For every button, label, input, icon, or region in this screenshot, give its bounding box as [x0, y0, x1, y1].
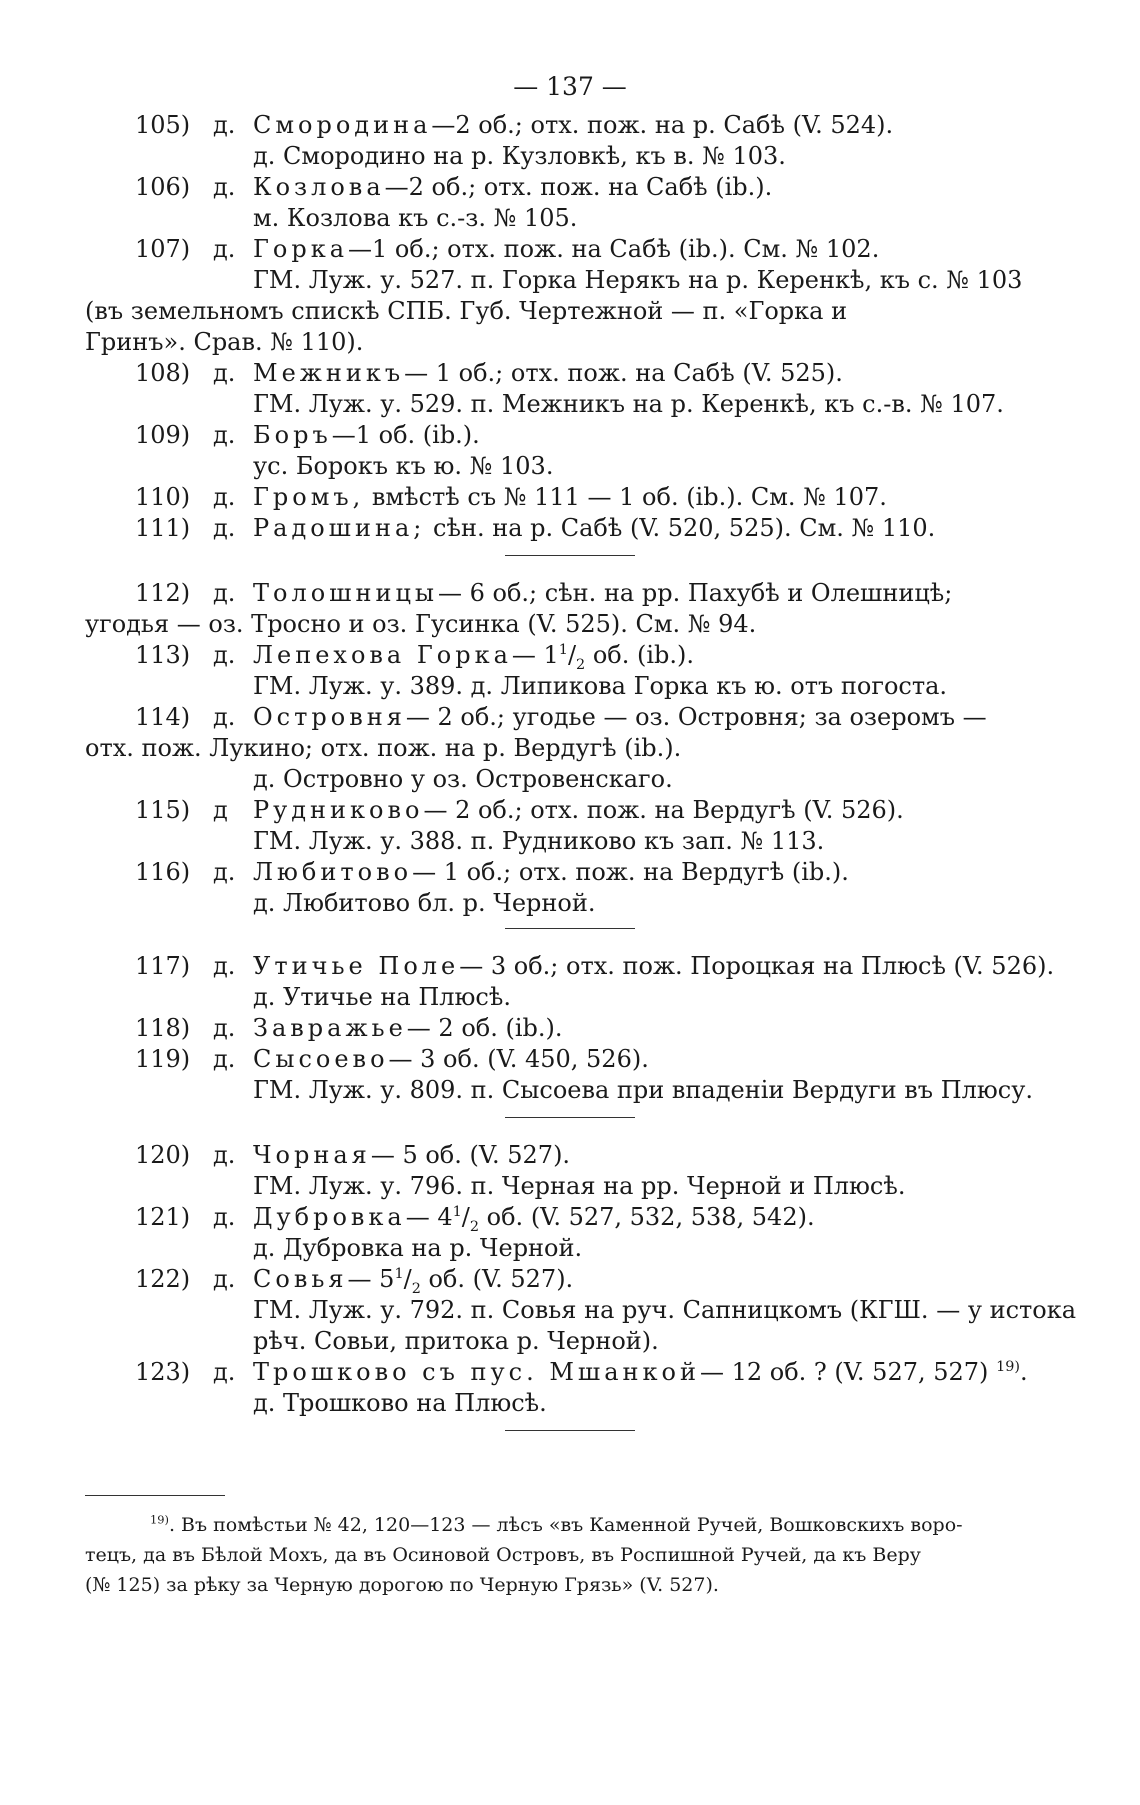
entry-type: д. [213, 1014, 236, 1042]
village-name: Радошина; [253, 514, 426, 542]
entry-number: 122) [135, 1265, 191, 1293]
entry-number: 117) [135, 952, 191, 980]
entry-text: — 2 об.; угодье — оз. Островня; за озеромъ — [405, 703, 987, 731]
entry-note: ГМ. Луж. у. 527. п. Горка Нерякъ на р. Керенкѣ, къ с. № 103 [253, 266, 1023, 294]
entry-type: д. [213, 235, 236, 263]
entry-text: — 3 об.; отх. пож. Пороцкая на Плюсѣ (V. 526). [459, 952, 1055, 980]
entry-note: ГМ. Луж. у. 796. п. Черная на рр. Черной и Плюсѣ. [253, 1172, 906, 1200]
entry-number: 116) [135, 858, 191, 886]
fraction-denominator: 2 [576, 656, 586, 673]
entry-number: 115) [135, 796, 191, 824]
entry-text: — 12 об. ? (V. 527, 527) [699, 1358, 989, 1386]
entry-text: об. (V. 527, 532, 538, 542). [479, 1203, 815, 1231]
village-name: Горка [253, 235, 349, 263]
entry-note: д. Дубровка на р. Черной. [253, 1234, 583, 1262]
entry-note: д. Островно у оз. Островенскаго. [253, 765, 673, 793]
section-divider [505, 1117, 635, 1118]
entry-type: д. [213, 359, 236, 387]
section-divider [505, 555, 635, 556]
entry-note: ГМ. Луж. у. 792. п. Совья на руч. Сапницкомъ (КГШ. — у истока [253, 1296, 1077, 1324]
entry-type: д. [213, 173, 236, 201]
entry-note: д. Утичье на Плюсѣ. [253, 983, 511, 1011]
section-divider [505, 1430, 635, 1431]
footnote-line: $^{19)}$. Въ помѣстьи № 42, 120—123 — лѣсъ «въ Каменной Ручей, Вошковскихъ воро- [150, 1512, 963, 1536]
village-name: Дубровка [253, 1203, 406, 1231]
village-name: Сысоево [253, 1045, 389, 1073]
footnote-marker: 19) [150, 1512, 169, 1527]
entry-note: ГМ. Луж. у. 529. п. Межникъ на р. Керенкѣ, къ с.-в. № 107. [253, 390, 1004, 418]
entry-number: 123) [135, 1358, 191, 1386]
fraction-numerator: 1 [558, 642, 568, 658]
entry-type: д. [213, 1265, 236, 1293]
entry-number: 106) [135, 173, 191, 201]
entry-type: д. [213, 703, 236, 731]
footnote-line: (№ 125) за рѣку за Черную дорогою по Черную Грязь» (V. 527). [85, 1574, 719, 1596]
village-name: Совья [253, 1265, 348, 1293]
village-name: Толошницы [253, 579, 438, 607]
entry-type: д. [213, 514, 236, 542]
entry-text: — 2 об.; отх. пож. на Вердугѣ (V. 526). [423, 796, 904, 824]
village-name: Рудниково [253, 796, 424, 824]
entry-type: д. [213, 579, 236, 607]
village-name: Любитово [253, 858, 413, 886]
entry-text: — 4 [405, 1203, 453, 1231]
entry-note: ус. Борокъ къ ю. № 103. [253, 452, 554, 480]
entry-note: (въ земельномъ спискѣ СПБ. Губ. Чертежной — п. «Горка и [85, 297, 848, 325]
entry-number: 112) [135, 579, 191, 607]
entry-note: д. Смородино на р. Кузловкѣ, къ в. № 103. [253, 142, 786, 170]
fraction-denominator: 2 [469, 1218, 480, 1235]
document-page: — 137 — 105) д. Смородина—2 об.; отх. пож. на р. Сабѣ (V. 524). д. Смородино на р. Кузловкѣ, къ в. № 103. 106) д. Козлова—2 об.; отх. пож. на Сабѣ (ib.). м. Козлова къ с.-з. № 105. 107) д. Горка—1 об.; отх. пож. на Сабѣ (ib.). См. № 102. ГМ. Луж. у. 527. п. Горка Нерякъ на р. Керенкѣ, къ с. № 103 (въ земельномъ спискѣ СПБ. Губ. Чертежной — п. «Горка и Гринъ». Срав. № 110). 108) д. Межникъ— 1 об.; отх. пож. на Сабѣ (V. 525). ГМ. Луж. у. 529. п. Межникъ на р. Керенкѣ, къ с.-в. № 107. 109) д. Боръ—1 об. (ib.). ус. Борокъ къ ю. № 103. 110) д. Громъ, вмѣстѣ съ № 111 — 1 об. (ib.). См. № 107. 111) д. Радошина; сѣн. на р. Сабѣ (V. 520, 525). См. № 110. 112) д. Толошницы— 6 об.; сѣн. на рр. Пахубѣ и Олешницѣ; угодья — оз. Тросно и оз. Гусинка (V. 525). См. № 94. 113) д. Лепехова Горка— $1^1/_2$ об. (ib.). ГМ. Луж. у. 389. д. Липикова Горка къ ю. отъ погоста. 114) д. Островня— 2 об.; угодье — оз. Островня; за озеромъ — отх. пож. Лукино; отх. пож. на р. Вердугѣ (ib.). д. Островно у оз. Островенскаго. 115) д Рудниково— 2 об.; отх. пож. на Вердугѣ (V. 526). ГМ. Луж. у. 388. п. Рудниково къ зап. № 113. 116) д. Любитово— 1 об.; отх. пож. на Вердугѣ (ib.). д. Любитово бл. р. Черной. 117) д. Утичье Поле— 3 об.; отх. пож. Пороцкая на Плюсѣ (V. 526). д. Утичье на Плюсѣ. 118) д. Завражье— 2 об. (ib.). 119) д. Сысоево— 3 об. (V. 450, 526). ГМ. Луж. у. 809. п. Сысоева при впаденіи Вердуги въ Плюсу. 120) д. Чорная— 5 об. (V. 527). ГМ. Луж. у. 796. п. Черная на рр. Черной и Плюсѣ. 121) д. Дубровка— $4^1/_2$ об. (V. 527, 532, 538, 542). д. Дубровка на р. Черной. 122) д. Совья— $5^1/_2$ об. (V. 527). ГМ. Луж. у. 792. п. Совья на руч. Сапницкомъ (КГШ. — у истока рѣч. Совьи, притока р. Черной). 123) д. Трошково съ пус. Мшанкой— 12 об. ? (V. 527, 527) $^{19)}$. д. Трошково на Плюсѣ. $^{19)}$. Въ помѣстьи № 42, 120—123 — лѣсъ «въ Каменной Ручей, Вошковскихъ воро- тецъ, да въ Бѣлой Мохъ, да въ Осиновой Островъ, въ Роспишной Ручей, да къ Веру (№ 125) за рѣку за Черную дорогою по Черную Грязь» (V. 527). [0, 0, 1140, 1805]
entry-text: —1 об.; отх. пож. на Сабѣ (ib.). См. № 102. [348, 235, 880, 263]
entry-text: — 5 [347, 1265, 395, 1293]
entry-text: сѣн. на р. Сабѣ (V. 520, 525). См. № 110. [433, 514, 936, 542]
entry-text: — 5 об. (V. 527). [370, 1141, 571, 1169]
fraction-denominator: 2 [411, 1280, 421, 1297]
entry-type: д. [213, 952, 236, 980]
section-divider [505, 928, 635, 929]
entry-number: 118) [135, 1014, 191, 1042]
entry-number: 110) [135, 483, 191, 511]
entry-number: 105) [135, 111, 191, 139]
village-name: Чорная [253, 1141, 371, 1169]
entry-text: — 2 об. (ib.). [406, 1014, 563, 1042]
entry-type: д. [213, 1203, 236, 1231]
entry-note: рѣч. Совьи, притока р. Черной). [253, 1327, 659, 1355]
village-name: Смородина [253, 111, 432, 139]
village-name: Утичье Поле [253, 952, 460, 980]
entry-type: д. [213, 421, 236, 449]
village-name: Межникъ [253, 359, 405, 387]
entry-text: об. (ib.). [585, 641, 694, 669]
entry-text: —2 об.; отх. пож. на р. Сабѣ (V. 524). [431, 111, 894, 139]
village-name: Трошково съ пус. Мшанкой [253, 1358, 700, 1386]
entry-number: 114) [135, 703, 191, 731]
entry-type: д. [213, 858, 236, 886]
entry-text: . [1020, 1358, 1028, 1386]
entry-text: — 1 [511, 641, 559, 669]
entry-text: —1 об. (ib.). [331, 421, 480, 449]
entry-type: д. [213, 111, 236, 139]
entry-text: —2 об.; отх. пож. на Сабѣ (ib.). [384, 173, 773, 201]
entry-text: — 1 об.; отх. пож. на Вердугѣ (ib.). [412, 858, 849, 886]
entry-type: д. [213, 1358, 236, 1386]
fraction-numerator: 1 [452, 1204, 462, 1220]
village-name: Завражье [253, 1014, 407, 1042]
entry-number: 119) [135, 1045, 191, 1073]
village-name: Громъ, [253, 483, 365, 511]
entry-type: д. [213, 1141, 236, 1169]
entry-text: — 6 об.; сѣн. на рр. Пахубѣ и Олешницѣ; [438, 579, 953, 607]
village-name: Лепехова Горка [253, 641, 512, 669]
entry-type: д. [213, 1045, 236, 1073]
entry-note: ГМ. Луж. у. 809. п. Сысоева при впаденіи Вердуги въ Плюсу. [253, 1076, 1033, 1104]
footnote-rule [85, 1495, 225, 1496]
entry-type: д [213, 796, 228, 824]
entry-text: вмѣстѣ съ № 111 — 1 об. (ib.). См. № 107. [371, 483, 887, 511]
entry-number: 121) [135, 1203, 191, 1231]
village-name: Боръ [253, 421, 332, 449]
page-number: — 137 — [513, 72, 627, 101]
entry-number: 120) [135, 1141, 191, 1169]
entry-note: ГМ. Луж. у. 389. д. Липикова Горка къ ю. отъ погоста. [253, 672, 948, 700]
entry-number: 111) [135, 514, 191, 542]
footnote-reference[interactable]: 19) [996, 1359, 1020, 1375]
entry-text: — 3 об. (V. 450, 526). [388, 1045, 649, 1073]
entry-number: 108) [135, 359, 191, 387]
village-name: Козлова [253, 173, 385, 201]
entry-note: отх. пож. Лукино; отх. пож. на р. Вердугѣ (ib.). [85, 734, 682, 762]
footnote-line: тецъ, да въ Бѣлой Мохъ, да въ Осиновой Островъ, въ Роспишной Ручей, да къ Веру [85, 1544, 921, 1566]
entry-text: — 1 об.; отх. пож. на Сабѣ (V. 525). [404, 359, 843, 387]
entry-type: д. [213, 483, 236, 511]
entry-number: 113) [135, 641, 191, 669]
entry-number: 109) [135, 421, 191, 449]
entry-note: д. Трошково на Плюсѣ. [253, 1389, 547, 1417]
entry-type: д. [213, 641, 236, 669]
entry-note: Гринъ». Срав. № 110). [85, 328, 364, 356]
entry-note: м. Козлова къ с.-з. № 105. [253, 204, 578, 232]
entry-note: ГМ. Луж. у. 388. п. Рудниково къ зап. № 113. [253, 827, 825, 855]
entry-note: д. Любитово бл. р. Черной. [253, 889, 596, 917]
fraction-numerator: 1 [394, 1266, 404, 1282]
entry-number: 107) [135, 235, 191, 263]
village-name: Островня [253, 703, 406, 731]
entry-note: угодья — оз. Тросно и оз. Гусинка (V. 525). См. № 94. [85, 610, 757, 638]
entry-text: об. (V. 527). [420, 1265, 574, 1293]
